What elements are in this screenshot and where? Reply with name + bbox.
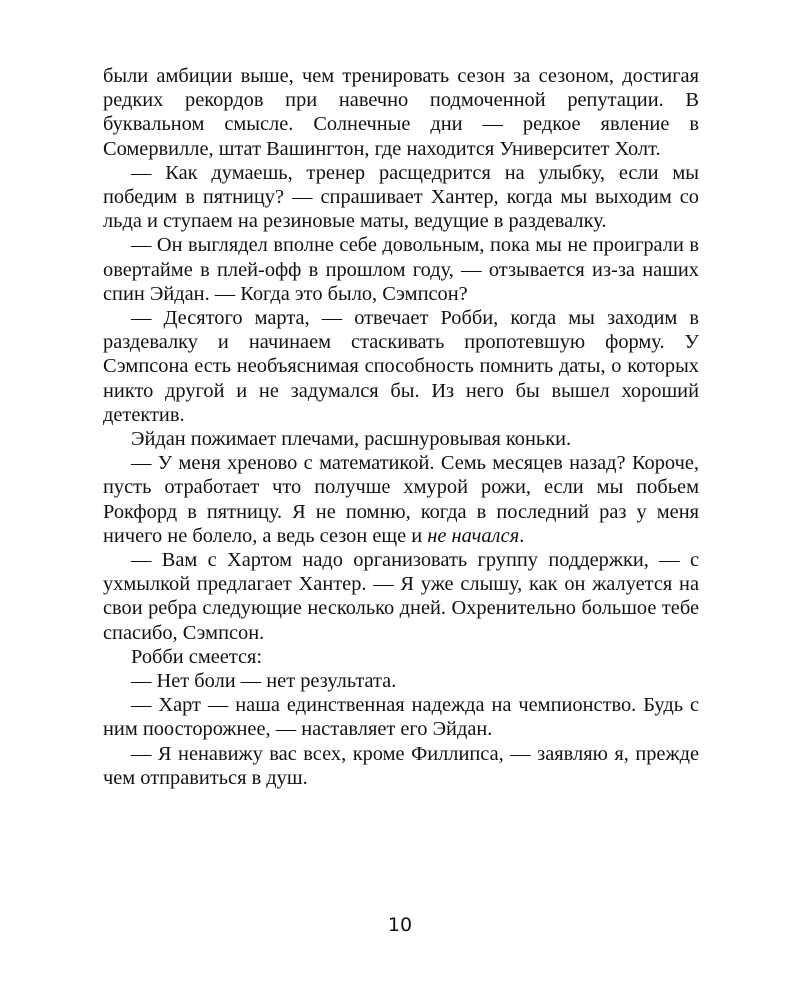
paragraph (103, 451, 699, 548)
paragraph: — Нет боли — нет результата. (131, 670, 397, 693)
paragraph-text: — У меня хреново с математикой. Семь месяцев назад? Короче, пусть отработает что получше хмурой рожи, если мы побьем Рокфорд в пятницу. Я не помню, когда в последний раз у меня ничего не болело, а ведь сезон еще и (103, 452, 699, 547)
page-number: 10 (387, 914, 413, 936)
paragraph: — Как думаешь, тренер расщедрится на улыбку, если мы победим в пятницу? — спрашивает Хантер, когда мы выходим со льда и ступаем на резиновые маты, ведущие в раздевалку. (103, 161, 699, 233)
paragraph: были амбиции выше, чем тренировать сезон за сезоном, достигая редких рекордов при навечно подмоченной репутации. В буквальном смысле. Солнечные дни — редкое явление в Сомервилле, штат Вашингтон, где находится Университет Холт. (103, 65, 699, 160)
paragraph: Робби смеется: (131, 645, 263, 668)
paragraph: — Он выглядел вполне себе довольным, пока мы не проиграли в овертайме в плей-офф в прошлом году, — отзывается из-за наших спин Эйдан. — Когда это было, Сэмпсон? (103, 234, 699, 305)
paragraph-text-end: . (519, 524, 525, 547)
body-text (103, 64, 699, 790)
paragraph: — Десятого марта, — отвечает Робби, когда мы заходим в раздевалку и начинаем стаскивать пропотевшую форму. У Сэмпсона есть необъяснимая способность помнить даты, о которых никто другой и не задумался бы. Из него бы вышел хороший детектив. (103, 307, 699, 426)
paragraph: — Я ненавижу вас всех, кроме Филлипса, — заявляю я, прежде чем отправиться в душ. (103, 742, 699, 789)
paragraph: — Харт — наша единственная надежда на чемпионство. Будь с ним поосторожнее, — наставляет его Эйдан. (103, 694, 699, 741)
paragraph: Эйдан пожимает плечами, расшнуровывая коньки. (131, 428, 572, 451)
italic-emphasis: не начался (427, 524, 520, 547)
paragraph: — Вам с Хартом надо организовать группу поддержки, — с ухмылкой предлагает Хантер. — Я уже слышу, как он жалуется на свои ребра следующие несколько дней. Охренительно большое тебе спасибо, Сэмпсон. (103, 549, 699, 644)
